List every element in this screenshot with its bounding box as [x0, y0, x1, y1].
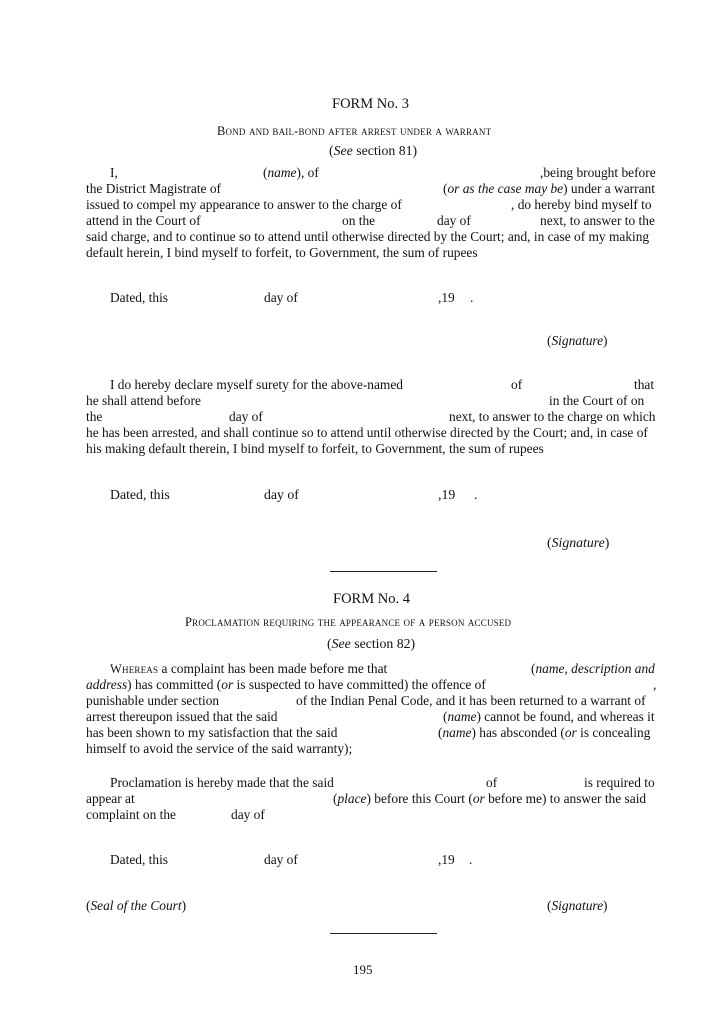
seal-label: Seal of the Court [90, 898, 182, 913]
section-divider [330, 571, 437, 572]
form4-section-ref: (See section 82) [327, 636, 416, 651]
or-label: or [221, 677, 234, 692]
form3-subtitle: Bond and bail-bond after arrest under a warrant [217, 124, 492, 138]
form3-dated2-d: . [474, 487, 478, 502]
form3-p1-l2a: the District Magistrate of [86, 181, 221, 196]
suspected-text: is suspected to have committed) the offence of [233, 677, 486, 692]
form3-p1-l4b: on the [342, 213, 376, 228]
form4-dated-a: Dated, this [110, 852, 169, 867]
case-label: or as the case may be [447, 181, 564, 196]
of-text: ), of [296, 165, 319, 180]
or-label: or [472, 791, 485, 806]
form4-dated-c: ,19 [438, 852, 455, 867]
form3-dated1-c: ,19 [438, 290, 455, 305]
form3-title: FORM No. 3 [332, 96, 409, 112]
concealing-text: is concealing [576, 725, 651, 740]
form3-dated2-c: ,19 [438, 487, 456, 502]
form3-p2-l1a: I do hereby declare myself surety for the above-named [110, 377, 403, 392]
ref-text: section 82) [350, 636, 416, 651]
form4-dated-b: day of [264, 852, 298, 867]
form4-p1-l4a: arrest thereupon issued that the said [86, 709, 278, 724]
form4-p1-l5b: (name) has absconded (or is concealing [438, 725, 651, 740]
form3-p2-l2a: he shall attend before [86, 393, 201, 408]
place-label: place [337, 791, 367, 806]
form4-seal: (Seal of the Court) [86, 898, 187, 913]
address-label: address [86, 677, 128, 692]
name-desc-label: name, description and [535, 661, 655, 676]
form3-p1-l1d: ,being brought before [540, 165, 656, 180]
form4-p1-l4b: (name) cannot be found, and whereas it [443, 709, 655, 724]
form3-p2-l1c: that [634, 377, 655, 392]
whereas-word: Whereas [110, 662, 159, 676]
warrant-text: ) under a warrant [563, 181, 655, 196]
absconded-text: ) has absconded ( [471, 725, 565, 740]
form3-p2-l3b: day of [229, 409, 263, 424]
form3-dated1-d: . [470, 290, 474, 305]
form4-p1-l2 [86, 677, 486, 693]
form3-p2-l3a: the [86, 409, 103, 424]
form3-dated1-a: Dated, this [110, 290, 169, 305]
name-label: name [447, 709, 477, 724]
form3-p1-l6: default herein, I bind myself to forfeit, to Government, the sum of rupees [86, 245, 478, 260]
form4-p2-l2b: (place) before this Court (or before me) to answer the said [333, 791, 647, 806]
form4-p1-l5a: has been shown to my satisfaction that the said [86, 725, 338, 740]
signature-label: Signature [551, 898, 604, 913]
signature-label: Signature [551, 333, 604, 348]
see-label: See [331, 636, 351, 651]
form3-section-ref: (See section 81) [329, 143, 418, 158]
committed-text: ) has committed ( [127, 677, 222, 692]
name-label: name [267, 165, 297, 180]
form4-p1-l3a: punishable under section [86, 693, 220, 708]
form3-p1-l5: said charge, and to continue so to attend until otherwise directed by the Court; and, in case of my making [86, 229, 650, 244]
form4-title: FORM No. 4 [333, 591, 410, 607]
form4-p1-l6: himself to avoid the service of the said warranty); [86, 741, 353, 756]
see-label: See [333, 143, 353, 158]
form3-p2-l1b: of [511, 377, 523, 392]
form4-p1-l1 [110, 661, 387, 677]
form4-p2-l1c: is required to [584, 775, 655, 790]
name-label: name [442, 725, 472, 740]
form3-p1-l4c: day of [437, 213, 471, 228]
form3-p1-l3a: issued to compel my appearance to answer to the charge of [86, 197, 402, 212]
answer-text: before me) to answer the said [484, 791, 647, 806]
form4-dated-d: . [469, 852, 473, 867]
complaint-text: a complaint has been made before me that [158, 661, 388, 676]
form4-p2-l1b: of [486, 775, 498, 790]
ref-text: section 81) [352, 143, 418, 158]
form3-dated2-b: day of [264, 487, 299, 502]
form4-subtitle: Proclamation requiring the appearance of a person accused [185, 615, 512, 629]
signature-label: Signature [551, 535, 605, 550]
page-number: 195 [353, 962, 373, 977]
not-found-text: ) cannot be found, and whereas it [476, 709, 655, 724]
form3-p1-l1b: (name), of [263, 165, 319, 180]
form3-p1-l4d: next, to answer to the [540, 213, 655, 228]
form3-p1-l1a: I, [110, 165, 118, 180]
or-label: or [564, 725, 577, 740]
form3-signature2: (Signature) [547, 535, 610, 550]
form4-p1-l2e: , [653, 677, 657, 692]
form4-p2-l2a: appear at [86, 791, 135, 806]
form4-p2-l3a: complaint on the [86, 807, 176, 822]
section-divider [330, 933, 437, 934]
form3-dated1-b: day of [264, 290, 298, 305]
form4-p2-l3b: day of [231, 807, 265, 822]
form3-p1-l4a: attend in the Court of [86, 213, 201, 228]
form3-dated2-a: Dated, this [110, 487, 170, 502]
form3-signature1: (Signature) [547, 333, 608, 348]
court-text: ) before this Court ( [366, 791, 473, 806]
form3-p2-l2b: in the Court of on [549, 393, 645, 408]
form4-p2-l1a: Proclamation is hereby made that the said [110, 775, 334, 790]
form3-p1-l3b: , do hereby bind myself to [511, 197, 652, 212]
form3-p2-l3c: next, to answer to the charge on which [449, 409, 656, 424]
form4-p1-l3b: of the Indian Penal Code, and it has been returned to a warrant of [296, 693, 646, 708]
form4-p1-l1c: (name, description and [531, 661, 655, 676]
form4-signature: (Signature) [547, 898, 608, 913]
form3-p2-l4: he has been arrested, and shall continue so to attend until otherwise directed by the Court; and, in case of [86, 425, 648, 440]
form3-p2-l5: his making default therein, I bind myself to forfeit, to Government, the sum of rupees [86, 441, 544, 456]
form3-p1-l2b: (or as the case may be) under a warrant [443, 181, 655, 196]
